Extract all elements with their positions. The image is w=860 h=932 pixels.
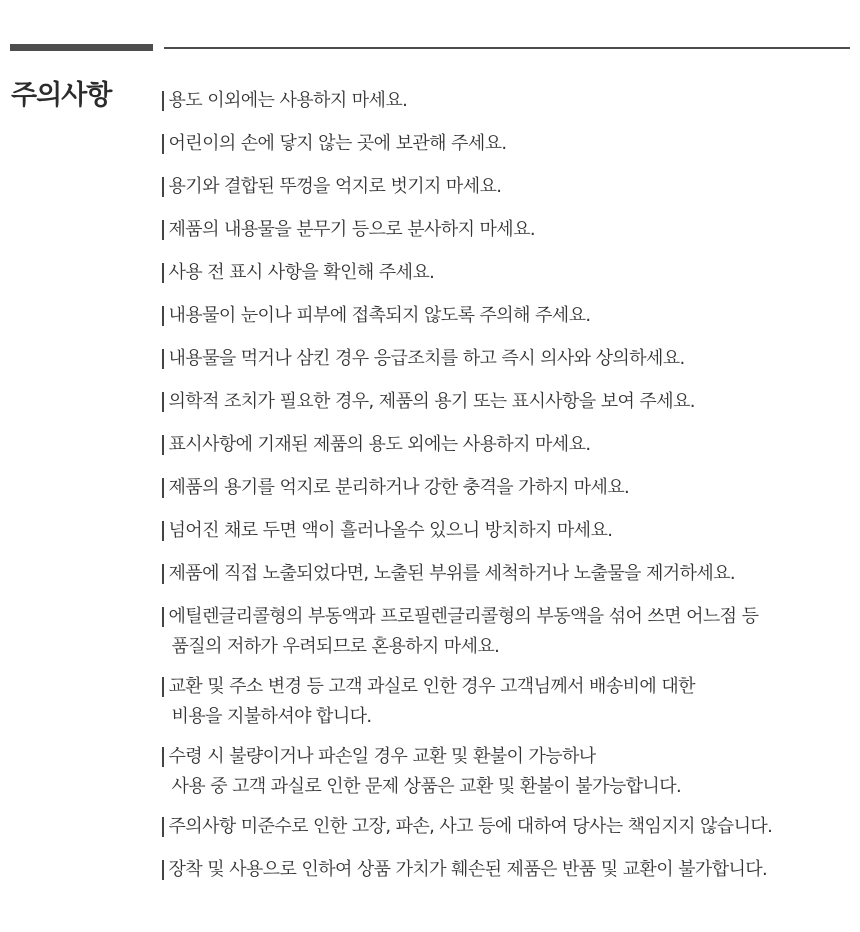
notice-text: 내용물이 눈이나 피부에 접촉되지 않도록 주의해 주세요. (168, 305, 591, 326)
notice-text: 넘어진 채로 두면 액이 흘러나올수 있으니 방치하지 마세요. (168, 520, 613, 541)
bullet-bar (162, 435, 164, 455)
notice-item (162, 301, 852, 331)
notice-text: 수령 시 불량이거나 파손일 경우 교환 및 환불이 가능하나 (168, 746, 596, 767)
bullet-bar (162, 263, 164, 283)
notice-item (162, 215, 852, 245)
notice-item (162, 812, 852, 842)
notice-item (162, 473, 852, 503)
section-divider-thick (10, 44, 153, 51)
bullet-bar (162, 392, 164, 412)
notice-text: 어린이의 손에 닿지 않는 곳에 보관해 주세요. (168, 133, 507, 154)
notice-item (162, 344, 852, 374)
notice-item (162, 672, 852, 732)
notice-text: 주의사항 미준수로 인한 고장, 파손, 사고 등에 대하여 당사는 책임지지 않습니다. (168, 816, 773, 837)
bullet-bar (162, 220, 164, 240)
bullet-bar (162, 747, 164, 767)
notice-text-continued: 사용 중 고객 과실로 인한 문제 상품은 교환 및 환불이 불가능합니다. (171, 776, 682, 797)
bullet-bar (162, 607, 164, 627)
notice-item (162, 430, 852, 460)
notice-text: 에틸렌글리콜형의 부동액과 프로필렌글리콜형의 부동액을 섞어 쓰면 어느점 등 (168, 606, 759, 627)
bullet-bar (162, 177, 164, 197)
notice-item (162, 516, 852, 546)
notice-item (162, 602, 852, 662)
bullet-bar (162, 91, 164, 111)
bullet-bar (162, 521, 164, 541)
notice-item (162, 855, 852, 885)
notice-text: 용기와 결합된 뚜껑을 억지로 벗기지 마세요. (168, 176, 502, 197)
bullet-bar (162, 478, 164, 498)
notice-text: 제품의 용기를 억지로 분리하거나 강한 충격을 가하지 마세요. (168, 477, 630, 498)
notice-text: 교환 및 주소 변경 등 고객 과실로 인한 경우 고객님께서 배송비에 대한 (168, 676, 695, 697)
notice-item (162, 86, 852, 116)
bullet-bar (162, 564, 164, 584)
notice-item (162, 742, 852, 802)
notice-list (162, 86, 852, 898)
notice-text: 의학적 조치가 필요한 경우, 제품의 용기 또는 표시사항을 보여 주세요. (168, 391, 695, 412)
notice-text: 표시사항에 기재된 제품의 용도 외에는 사용하지 마세요. (168, 434, 591, 455)
notice-item (162, 258, 852, 288)
notice-text: 장착 및 사용으로 인하여 상품 가치가 훼손된 제품은 반품 및 교환이 불가합니다. (168, 859, 768, 880)
notice-text: 제품에 직접 노출되었다면, 노출된 부위를 세척하거나 노출물을 제거하세요. (168, 563, 736, 584)
bullet-bar (162, 860, 164, 880)
notice-text-continued: 비용을 지불하셔야 합니다. (171, 706, 372, 727)
notice-text: 내용물을 먹거나 삼킨 경우 응급조치를 하고 즉시 의사와 상의하세요. (168, 348, 685, 369)
bullet-bar (162, 349, 164, 369)
bullet-bar (162, 817, 164, 837)
bullet-bar (162, 306, 164, 326)
notice-text-continued: 품질의 저하가 우려되므로 혼용하지 마세요. (171, 636, 500, 657)
notice-text: 제품의 내용물을 분무기 등으로 분사하지 마세요. (168, 219, 535, 240)
notice-item (162, 172, 852, 202)
notice-item (162, 559, 852, 589)
bullet-bar (162, 134, 164, 154)
section-divider-thin (164, 47, 850, 49)
notice-item (162, 387, 852, 417)
section-title: 주의사항 (11, 80, 112, 111)
notice-text: 사용 전 표시 사항을 확인해 주세요. (168, 262, 435, 283)
bullet-bar (162, 677, 164, 697)
notice-item (162, 129, 852, 159)
notice-text: 용도 이외에는 사용하지 마세요. (168, 90, 408, 111)
